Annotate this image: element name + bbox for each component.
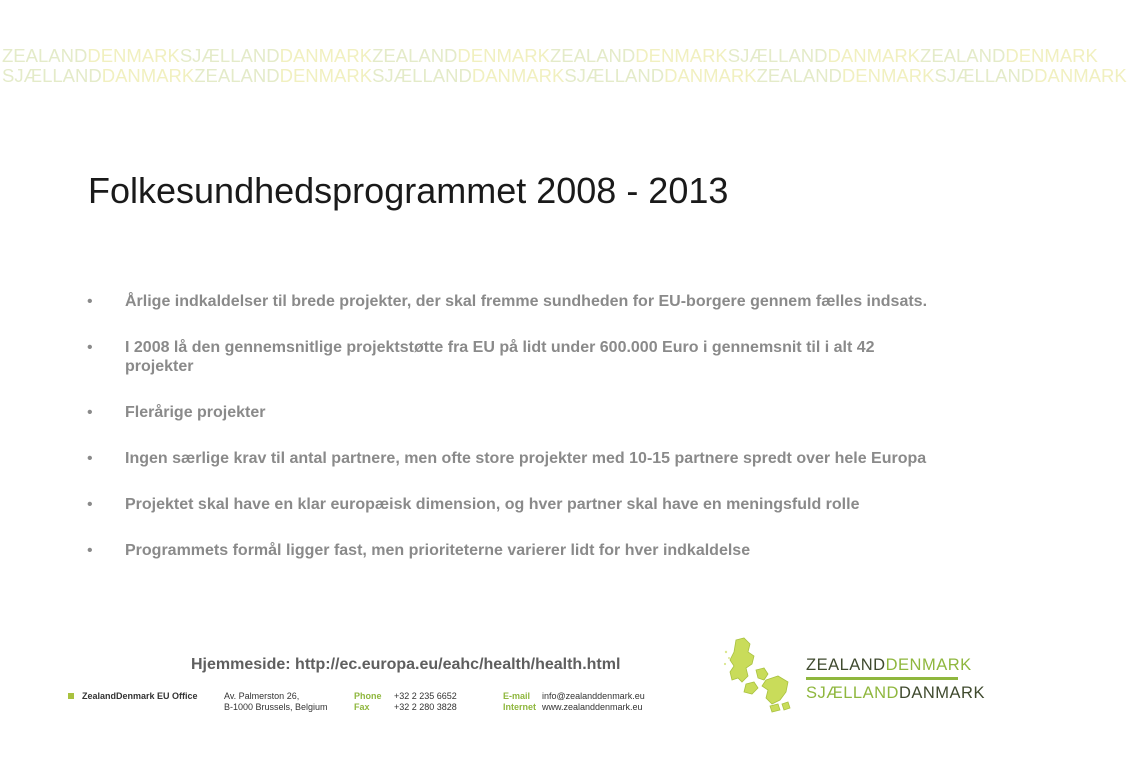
- email-link[interactable]: info@zealanddenmark.eu: [542, 691, 645, 701]
- homepage-link[interactable]: Hjemmeside: http://ec.europa.eu/eahc/health/health.html: [191, 656, 621, 673]
- bullet-dot: •: [87, 404, 93, 421]
- internet-label: Internet: [503, 702, 537, 712]
- zealanddenmark-logo: [806, 655, 985, 703]
- address-line-2: B-1000 Brussels, Belgium: [224, 702, 328, 712]
- bullet-text: Flerårige projekter: [125, 404, 266, 421]
- bullet-dot: •: [87, 542, 93, 559]
- logo-divider: [806, 677, 958, 680]
- banner-word: ZEALAND: [549, 45, 636, 66]
- bullet-item: [87, 495, 937, 514]
- footer-phone-labels: [354, 691, 382, 713]
- banner-word: DANMARK: [827, 45, 921, 66]
- banner-row-2: [2, 66, 1127, 86]
- banner-word: SJÆLLAND: [179, 45, 280, 66]
- banner-word: ZEALAND: [756, 65, 842, 86]
- email-label: E-mail: [503, 691, 531, 701]
- banner-row-1: [2, 46, 1098, 66]
- banner-word: DANMARK: [101, 65, 195, 86]
- banner-word: ZEALAND: [920, 45, 1006, 66]
- bullet-text: Ingen særlige krav til antal partnere, men ofte store projekter med 10-15 partnere spredt over hele Europa: [125, 450, 927, 467]
- bullet-text: Projektet skal have en klar europæisk dimension, og hver partner skal have en meningsfuld rolle: [125, 496, 860, 513]
- watermark-banner: [0, 44, 1127, 90]
- banner-word: DENMARK: [841, 65, 935, 86]
- bullet-dot: •: [87, 450, 93, 467]
- banner-word: DANMARK: [664, 65, 757, 86]
- bullet-text: Programmets formål ligger fast, men prioriteterne varierer lidt for hver indkaldelse: [125, 542, 751, 559]
- bullet-dot: •: [87, 496, 93, 513]
- banner-word: SJÆLLAND: [934, 65, 1035, 86]
- banner-word: ZEALAND: [194, 65, 280, 86]
- slide-title: Folkesundhedsprogrammet 2008 - 2013: [88, 170, 729, 211]
- banner-word: ZEALAND: [372, 45, 458, 66]
- bullet-item: [87, 449, 937, 468]
- banner-word: DANMARK: [1034, 65, 1127, 86]
- footer-contact: [66, 690, 686, 720]
- denmark-map-icon: [722, 634, 802, 714]
- logo-bottom-text: SJÆLLANDDANMARK: [806, 684, 985, 702]
- banner-word: SJÆLLAND: [372, 65, 472, 86]
- banner-word: DENMARK: [279, 65, 373, 86]
- banner-word: SJÆLLAND: [564, 65, 665, 86]
- bullet-dot: •: [87, 293, 93, 310]
- fax-label: Fax: [354, 702, 370, 712]
- website-link[interactable]: www.zealanddenmark.eu: [542, 702, 643, 712]
- banner-word: DANMARK: [471, 65, 565, 86]
- bullet-text: I 2008 lå den gennemsnitlige projektstøtte fra EU på lidt under 600.000 Euro i gennemsnit til i alt 42 projekter: [125, 339, 875, 375]
- footer-address: [224, 691, 328, 713]
- banner-word: DENMARK: [1005, 45, 1098, 66]
- footer-web-values: [542, 691, 645, 713]
- footer-office-name: ZealandDenmark EU Office: [82, 691, 198, 701]
- bullet-item: [87, 403, 937, 422]
- banner-word: SJÆLLAND: [727, 45, 828, 66]
- banner-word: DENMARK: [457, 45, 550, 66]
- bullet-item: [87, 292, 937, 311]
- bullet-item: [87, 338, 937, 376]
- banner-word: DANMARK: [279, 45, 373, 66]
- phone-label: Phone: [354, 691, 382, 701]
- fax-value: +32 2 280 3828: [394, 702, 457, 712]
- address-line-1: Av. Palmerston 26,: [224, 691, 300, 701]
- bullet-item: [87, 541, 937, 560]
- footer-phone-values: [394, 691, 457, 713]
- bullet-text: Årlige indkaldelser til brede projekter, der skal fremme sundheden for EU-borgere gennem fælles indsats.: [125, 293, 928, 310]
- banner-word: DENMARK: [87, 45, 180, 66]
- footer-square-icon: [68, 693, 74, 699]
- banner-word: SJÆLLAND: [2, 65, 102, 86]
- logo-top-text: ZEALANDDENMARK: [806, 656, 972, 674]
- phone-value: +32 2 235 6652: [394, 691, 457, 701]
- footer-web-labels: [503, 691, 536, 713]
- bullet-dot: •: [87, 339, 93, 356]
- banner-word: DENMARK: [635, 45, 728, 66]
- banner-word: ZEALAND: [2, 45, 88, 66]
- bullet-list: [87, 292, 937, 587]
